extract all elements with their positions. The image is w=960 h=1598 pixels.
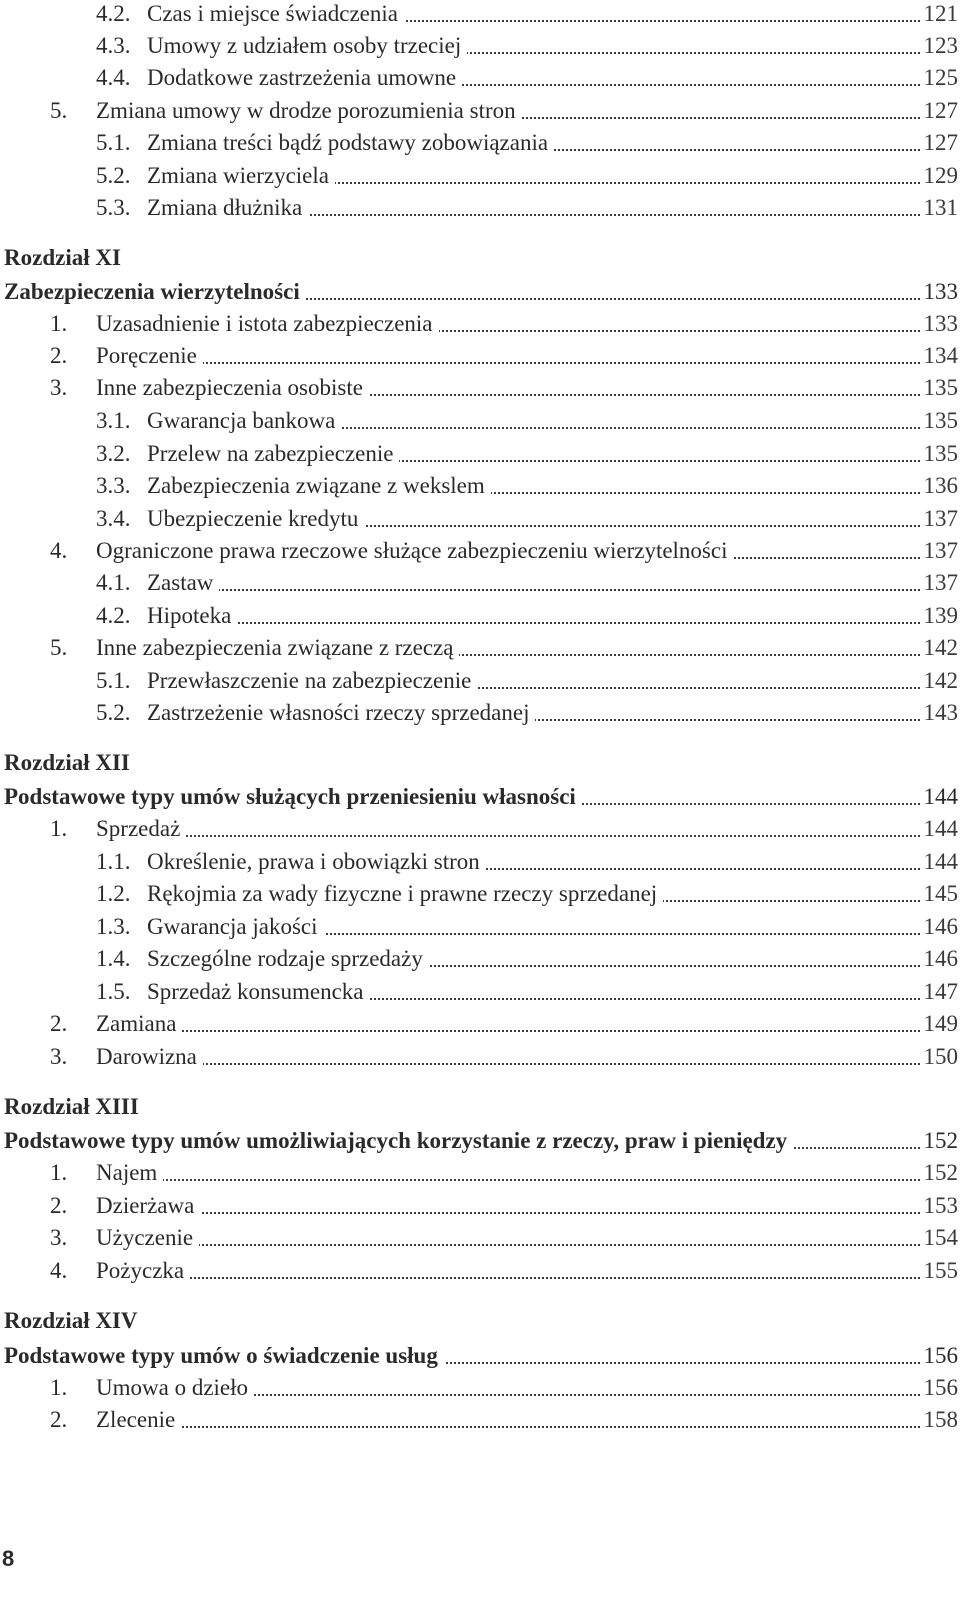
- toc-entry-page: 121: [923, 1, 958, 26]
- toc-entry-title: Umowy z udziałem osoby trzeciej: [147, 33, 467, 58]
- toc-entry: [0, 1221, 960, 1255]
- toc-entry-title: Rękojmia za wady fizyczne i prawne rzeczy sprzedanej: [147, 881, 663, 906]
- toc-entry-page: 139: [923, 603, 958, 628]
- chapter-label: Rozdział XI: [4, 245, 127, 270]
- toc-entry-title: Darowizna: [96, 1044, 203, 1069]
- toc-entry: [0, 631, 960, 665]
- toc-entry-page: 154: [923, 1225, 958, 1250]
- toc-entry-title: Ubezpieczenie kredytu: [147, 506, 364, 531]
- toc-entry-number: 1.1.: [96, 849, 131, 874]
- toc-entry-title: Najem: [96, 1160, 163, 1185]
- toc-entry: [0, 94, 960, 128]
- toc-entry-page: 156: [923, 1343, 958, 1368]
- toc-entry: [0, 437, 960, 471]
- toc-entry-number: 5.1.: [96, 130, 131, 155]
- toc-entry: [0, 664, 960, 698]
- toc-entry-page: 146: [923, 946, 958, 971]
- toc-entry: [0, 275, 960, 309]
- toc-entry-title: Określenie, prawa i obowiązki stron: [147, 849, 486, 874]
- toc-entry-page: 147: [923, 979, 958, 1004]
- toc-entry-page: 136: [923, 473, 958, 498]
- chapter-heading: [0, 1090, 960, 1124]
- toc-entry-title: Sprzedaż: [96, 816, 186, 841]
- toc-entry: [0, 191, 960, 225]
- toc-entry: [0, 0, 960, 31]
- toc-entry-title: Szczególne rodzaje sprzedaży: [147, 946, 429, 971]
- toc-entry: [0, 1403, 960, 1437]
- toc-entry: [0, 1254, 960, 1288]
- toc-entry-number: 5.3.: [96, 195, 131, 220]
- toc-entry-page: 155: [923, 1258, 958, 1283]
- toc-entry-page: 142: [923, 668, 958, 693]
- toc-entry: [0, 502, 960, 536]
- toc-entry-number: 5.: [50, 635, 68, 660]
- toc-entry-page: 137: [923, 570, 958, 595]
- toc-entry-title: Poręczenie: [96, 343, 203, 368]
- toc-entry-page: 131: [923, 195, 958, 220]
- toc-entry-title: Umowa o dzieło: [96, 1375, 254, 1400]
- toc-entry-title: Podstawowe typy umów umożliwiających korzystanie z rzeczy, praw i pieniędzy: [4, 1128, 793, 1153]
- toc-entry-number: 3.: [50, 375, 68, 400]
- toc-entry-number: 1.2.: [96, 881, 131, 906]
- toc-entry-title: Zastrzeżenie własności rzeczy sprzedanej: [147, 700, 535, 725]
- chapter-heading: [0, 241, 960, 275]
- toc-entry: [0, 877, 960, 911]
- toc-entry: [0, 942, 960, 976]
- toc-entry: [0, 307, 960, 341]
- toc-entry-number: 1.5.: [96, 979, 131, 1004]
- toc-entry: [0, 1124, 960, 1158]
- toc-entry: [0, 126, 960, 160]
- toc-entry-title: Zabezpieczenia wierzytelności: [4, 279, 306, 304]
- toc-entry-page: 144: [923, 816, 958, 841]
- toc-entry-page: 127: [923, 98, 958, 123]
- toc-entry-title: Podstawowe typy umów o świadczenie usług: [4, 1343, 444, 1368]
- toc-entry: [0, 696, 960, 730]
- toc-entry-number: 4.3.: [96, 33, 131, 58]
- toc-entry-number: 1.: [50, 1375, 68, 1400]
- toc-entry-page: 144: [923, 849, 958, 874]
- toc-entry-number: 4.4.: [96, 65, 131, 90]
- toc-entry-page: 137: [923, 506, 958, 531]
- toc-entry-page: 125: [923, 65, 958, 90]
- toc-entry-number: 4.: [50, 1258, 68, 1283]
- toc-entry-title: Użyczenie: [96, 1225, 199, 1250]
- toc-entry-page: 156: [923, 1375, 958, 1400]
- toc-entry-title: Zastaw: [147, 570, 219, 595]
- toc-entry-page: 137: [923, 538, 958, 563]
- toc-entry: [0, 910, 960, 944]
- toc-entry-number: 5.: [50, 98, 68, 123]
- toc-entry: [0, 1189, 960, 1223]
- toc-entry-title: Gwarancja bankowa: [147, 408, 341, 433]
- toc-entry: [0, 1040, 960, 1074]
- toc-entry: [0, 339, 960, 373]
- toc-entry-title: Dodatkowe zastrzeżenia umowne: [147, 65, 462, 90]
- toc-entry-page: 144: [923, 784, 958, 809]
- toc-entry-title: Zmiana treści bądź podstawy zobowiązania: [147, 130, 554, 155]
- toc-entry-number: 1.3.: [96, 914, 131, 939]
- toc-entry-page: 146: [923, 914, 958, 939]
- chapter-label: Rozdział XII: [4, 750, 136, 775]
- toc-entry-page: 135: [923, 375, 958, 400]
- toc-entry: [0, 61, 960, 95]
- toc-entry-title: Przelew na zabezpieczenie: [147, 441, 399, 466]
- toc-entry: [0, 599, 960, 633]
- toc-entry-number: 3.2.: [96, 441, 131, 466]
- toc-entry-title: Zlecenie: [96, 1407, 181, 1432]
- toc-entry-title: Zmiana wierzyciela: [147, 163, 335, 188]
- toc-entry-page: 127: [923, 130, 958, 155]
- toc-entry-title: Podstawowe typy umów służących przeniesieniu własności: [4, 784, 582, 809]
- toc-entry-number: 3.: [50, 1044, 68, 1069]
- toc-entry-number: 4.2.: [96, 603, 131, 628]
- toc-entry: [0, 1156, 960, 1190]
- toc-entry: [0, 845, 960, 879]
- toc-entry-title: Zamiana: [96, 1011, 182, 1036]
- toc-entry-number: 3.: [50, 1225, 68, 1250]
- toc-entry: [0, 469, 960, 503]
- chapter-heading: [0, 1304, 960, 1338]
- toc-entry-number: 5.1.: [96, 668, 131, 693]
- toc-entry-number: 1.: [50, 1160, 68, 1185]
- toc-entry: [0, 534, 960, 568]
- toc-entry: [0, 159, 960, 193]
- toc-entry-page: 152: [923, 1160, 958, 1185]
- toc-entry-page: 134: [923, 343, 958, 368]
- toc-entry-number: 1.4.: [96, 946, 131, 971]
- toc-entry-title: Pożyczka: [96, 1258, 190, 1283]
- toc-entry-title: Sprzedaż konsumencka: [147, 979, 370, 1004]
- toc-entry-number: 2.: [50, 1407, 68, 1432]
- toc-entry-title: Uzasadnienie i istota zabezpieczenia: [96, 311, 439, 336]
- toc-entry-number: 5.2.: [96, 700, 131, 725]
- page-number: 8: [2, 1546, 15, 1571]
- toc-entry-number: 3.4.: [96, 506, 131, 531]
- toc-entry-page: 123: [923, 33, 958, 58]
- toc-entry-title: Gwarancja jakości: [147, 914, 324, 939]
- toc-entry-page: 143: [923, 700, 958, 725]
- toc-entry: [0, 371, 960, 405]
- toc-entry-number: 3.1.: [96, 408, 131, 433]
- toc-entry-number: 4.2.: [96, 1, 131, 26]
- toc-entry: [0, 566, 960, 600]
- toc-entry-page: 153: [923, 1193, 958, 1218]
- toc-entry: [0, 29, 960, 63]
- toc-entry-number: 3.3.: [96, 473, 131, 498]
- toc-entry-number: 2.: [50, 1011, 68, 1036]
- toc-entry-title: Dzierżawa: [96, 1193, 200, 1218]
- toc-entry: [0, 1007, 960, 1041]
- toc-entry-title: Przewłaszczenie na zabezpieczenie: [147, 668, 477, 693]
- toc-entry-title: Ograniczone prawa rzeczowe służące zabezpieczeniu wierzytelności: [96, 538, 733, 563]
- toc-entry: [0, 1339, 960, 1373]
- toc-entry-number: 2.: [50, 343, 68, 368]
- toc-entry-title: Hipoteka: [147, 603, 237, 628]
- chapter-heading: [0, 746, 960, 780]
- toc-entry-page: 129: [923, 163, 958, 188]
- toc-entry-page: 150: [923, 1044, 958, 1069]
- toc-entry-number: 5.2.: [96, 163, 131, 188]
- toc-entry-page: 135: [923, 441, 958, 466]
- toc-entry-page: 142: [923, 635, 958, 660]
- toc-entry-number: 1.: [50, 816, 68, 841]
- toc-entry-number: 2.: [50, 1193, 68, 1218]
- toc-entry: [0, 404, 960, 438]
- toc-entry-page: 152: [923, 1128, 958, 1153]
- chapter-label: Rozdział XIV: [4, 1308, 144, 1333]
- toc-entry-page: 133: [923, 279, 958, 304]
- toc-entry-title: Inne zabezpieczenia osobiste: [96, 375, 369, 400]
- toc-entry-title: Zmiana dłużnika: [147, 195, 308, 220]
- toc-entry-page: 133: [923, 311, 958, 336]
- toc-entry-number: 4.: [50, 538, 68, 563]
- toc-entry-number: 4.1.: [96, 570, 131, 595]
- toc-entry: [0, 812, 960, 846]
- toc-entry-title: Czas i miejsce świadczenia: [147, 1, 404, 26]
- toc-entry-title: Inne zabezpieczenia związane z rzeczą: [96, 635, 459, 660]
- toc-entry: [0, 1371, 960, 1405]
- toc-entry-number: 1.: [50, 311, 68, 336]
- chapter-label: Rozdział XIII: [4, 1094, 145, 1119]
- toc-entry-page: 145: [923, 881, 958, 906]
- toc-entry-title: Zabezpieczenia związane z wekslem: [147, 473, 491, 498]
- toc-entry-page: 149: [923, 1011, 958, 1036]
- toc-entry-page: 135: [923, 408, 958, 433]
- toc-entry: [0, 975, 960, 1009]
- toc-entry-title: Zmiana umowy w drodze porozumienia stron: [96, 98, 522, 123]
- toc-entry-page: 158: [923, 1407, 958, 1432]
- toc-entry: [0, 780, 960, 814]
